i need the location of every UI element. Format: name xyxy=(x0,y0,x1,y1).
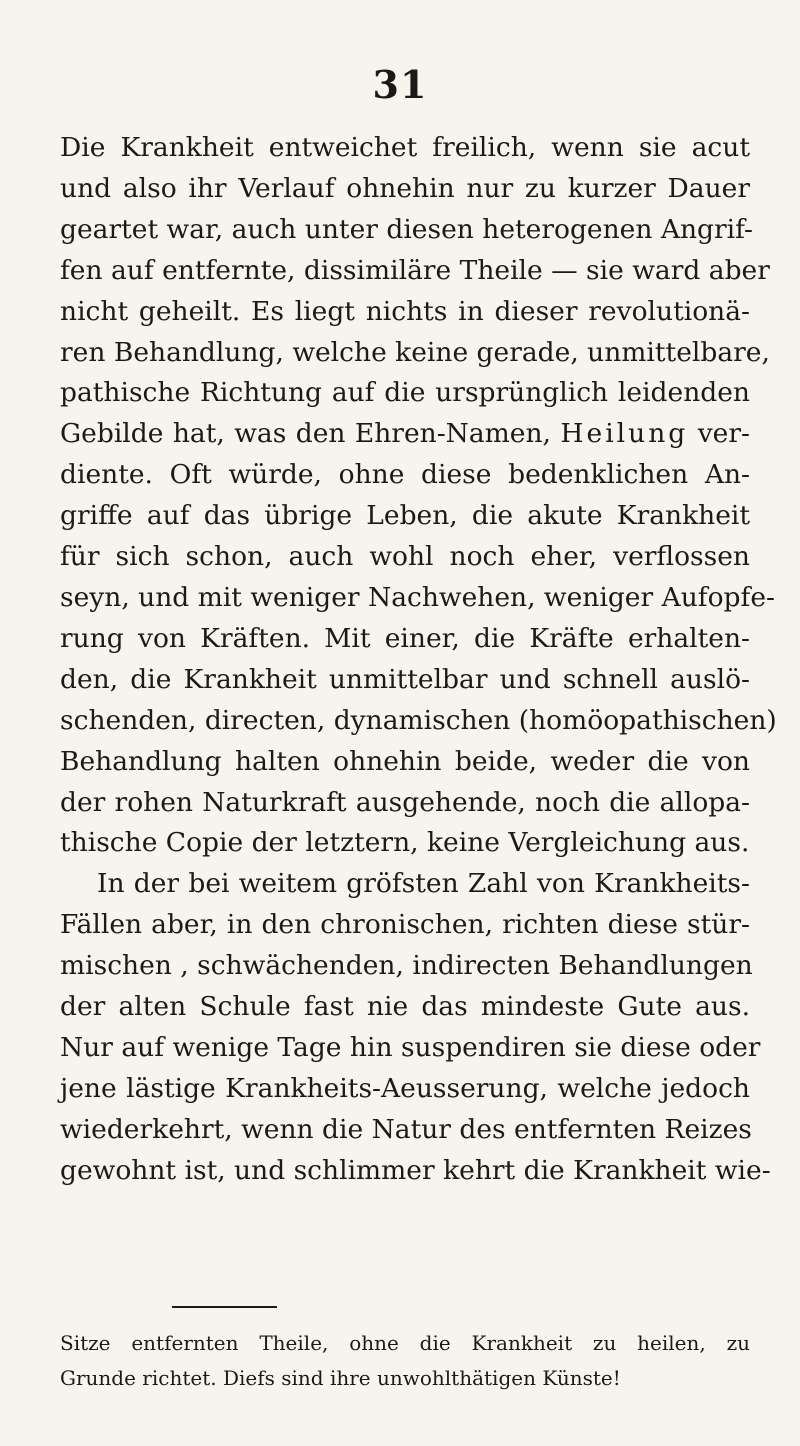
text-line: der alten Schule fast nie das mindeste Gute aus. xyxy=(60,991,750,1023)
main-text xyxy=(60,128,777,1192)
text-line: ren Behandlung, welche keine gerade, unmittelbare, xyxy=(60,336,770,368)
footnote-divider xyxy=(172,1306,277,1308)
text-line: Fällen aber, in den chronischen, richten diese stür- xyxy=(60,909,750,941)
text-line: der rohen Naturkraft ausgehende, noch die allopa- xyxy=(60,786,750,818)
text-line xyxy=(60,414,750,455)
text-line: mischen , schwächenden, indirecten Behandlungen xyxy=(60,950,753,982)
emphasized-word: Heilung xyxy=(560,418,689,450)
text-line: griffe auf das übrige Leben, die akute Krankheit xyxy=(60,500,750,532)
text-segment: Gebilde hat, was den Ehren-Namen, xyxy=(60,418,551,450)
text-segment: ver- xyxy=(697,418,750,450)
text-line: pathische Richtung auf die ursprünglich leidenden xyxy=(60,377,750,409)
text-line: rung von Kräften. Mit einer, die Kräfte erhalten- xyxy=(60,622,750,654)
text-line: fen auf entfernte, dissimiläre Theile — sie ward aber xyxy=(60,254,770,286)
text-line: Behandlung halten ohnehin beide, weder die von xyxy=(60,745,750,777)
footnote xyxy=(60,1326,750,1396)
text-line: Nur auf wenige Tage hin suspendiren sie diese oder xyxy=(60,1031,761,1063)
text-line: In der bei weitem gröfsten Zahl von Krankheits- xyxy=(97,868,750,900)
text-line: diente. Oft würde, ohne diese bedenklichen An- xyxy=(60,459,750,491)
text-line: seyn, und mit weniger Nachwehen, weniger Aufopfe- xyxy=(60,581,775,613)
text-line: thische Copie der letztern, keine Vergleichung aus. xyxy=(60,827,750,859)
text-line: nicht geheilt. Es liegt nichts in dieser revolutionä- xyxy=(60,295,750,327)
text-line: wiederkehrt, wenn die Natur des entfernten Reizes xyxy=(60,1113,752,1145)
page-number: 31 xyxy=(372,62,428,107)
text-line: geartet war, auch unter diesen heterogenen Angrif- xyxy=(60,213,753,245)
text-line: schenden, directen, dynamischen (homöopathischen) xyxy=(60,704,777,736)
footnote-line: Sitze entfernten Theile, ohne die Krankheit zu heilen, zu xyxy=(60,1331,750,1355)
text-line: gewohnt ist, und schlimmer kehrt die Krankheit wie- xyxy=(60,1154,771,1186)
footnote-line: Grunde richtet. Diefs sind ihre unwohlthätigen Künste! xyxy=(60,1366,621,1390)
text-line: jene lästige Krankheits-Aeusserung, welche jedoch xyxy=(60,1072,750,1104)
text-line: und also ihr Verlauf ohnehin nur zu kurzer Dauer xyxy=(60,172,750,204)
text-line: für sich schon, auch wohl noch eher, verflossen xyxy=(60,541,750,573)
text-line: Die Krankheit entweichet freilich, wenn sie acut xyxy=(60,132,750,163)
text-line: den, die Krankheit unmittelbar und schnell auslö- xyxy=(60,663,750,695)
